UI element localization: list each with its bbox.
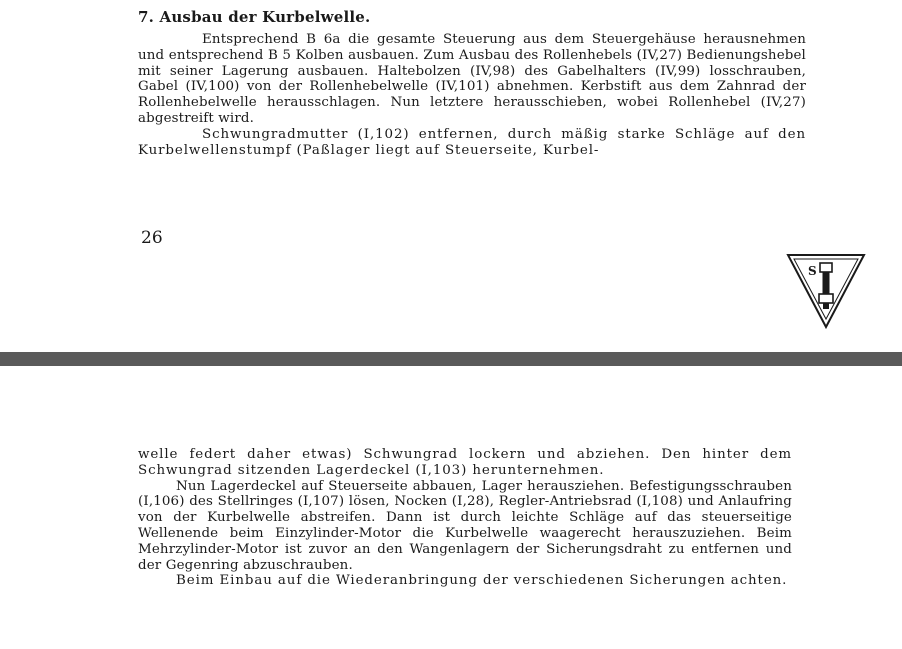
page-number: 26 [141,228,163,248]
paragraph-lagerdeckel: Nun Lagerdeckel auf Steuerseite abbauen, Lager herausziehen. Befestigungsschrauben (I,106) des Stellringes (I,107) lösen, Nocken (I,28), Regler-Antriebsrad (I,108) und Anlaufring von der Kurbelwelle abstreifen. Dann ist durch leichte Schläge auf das steuerseitige Wellenende beim Einzylinder-Motor die Kurbelwelle waagerecht herauszuziehen. Beim Mehrzylinder-Motor ist zuvor an den Wangenlagern der Sicherungsdraht zu entfernen und der Gegenring abzuschrauben. [138,478,792,573]
top-text-block [138,32,806,158]
page-divider [0,352,902,366]
paragraph-steuerung: Entsprechend B 6a die gesamte Steuerung aus dem Steuergehäuse herausnehmen und entsprechend B 5 Kolben ausbauen. Zum Ausbau des Rollenhebels (IV,27) Bedienungshebel mit seiner Lagerung ausbauen. Haltebolzen (IV,98) des Gabelhalters (IV,99) losschrauben, Gabel (IV,100) von der Rollenhebelwelle (IV,101) abnehmen. Kerbstift aus dem Zahnrad der Rollenhebelwelle herausschlagen. Nun letztere herausschieben, wobei Rollenhebel (IV,27) abgestreift wird. [138,32,806,126]
bottom-text-block [138,447,792,589]
triangle-emblem-icon [786,253,866,329]
paragraph-einbau: Beim Einbau auf die Wiederanbringung der verschiedenen Sicherungen achten. [176,573,788,589]
paragraph-schwungrad: welle federt daher etwas) Schwungrad lockern und abziehen. Den hinter dem Schwungrad sitzenden Lagerdeckel (I,103) herunternehmen. [138,447,792,478]
section-heading: 7. Ausbau der Kurbelwelle. [138,8,371,26]
logo-letter: S [808,264,817,278]
paragraph-schwungradmutter: Schwungradmutter (I,102) entfernen, durch mäßig starke Schläge auf den Kurbelwellenstumpf (Paßlager liegt auf Steuerseite, Kurbel- [138,126,806,158]
